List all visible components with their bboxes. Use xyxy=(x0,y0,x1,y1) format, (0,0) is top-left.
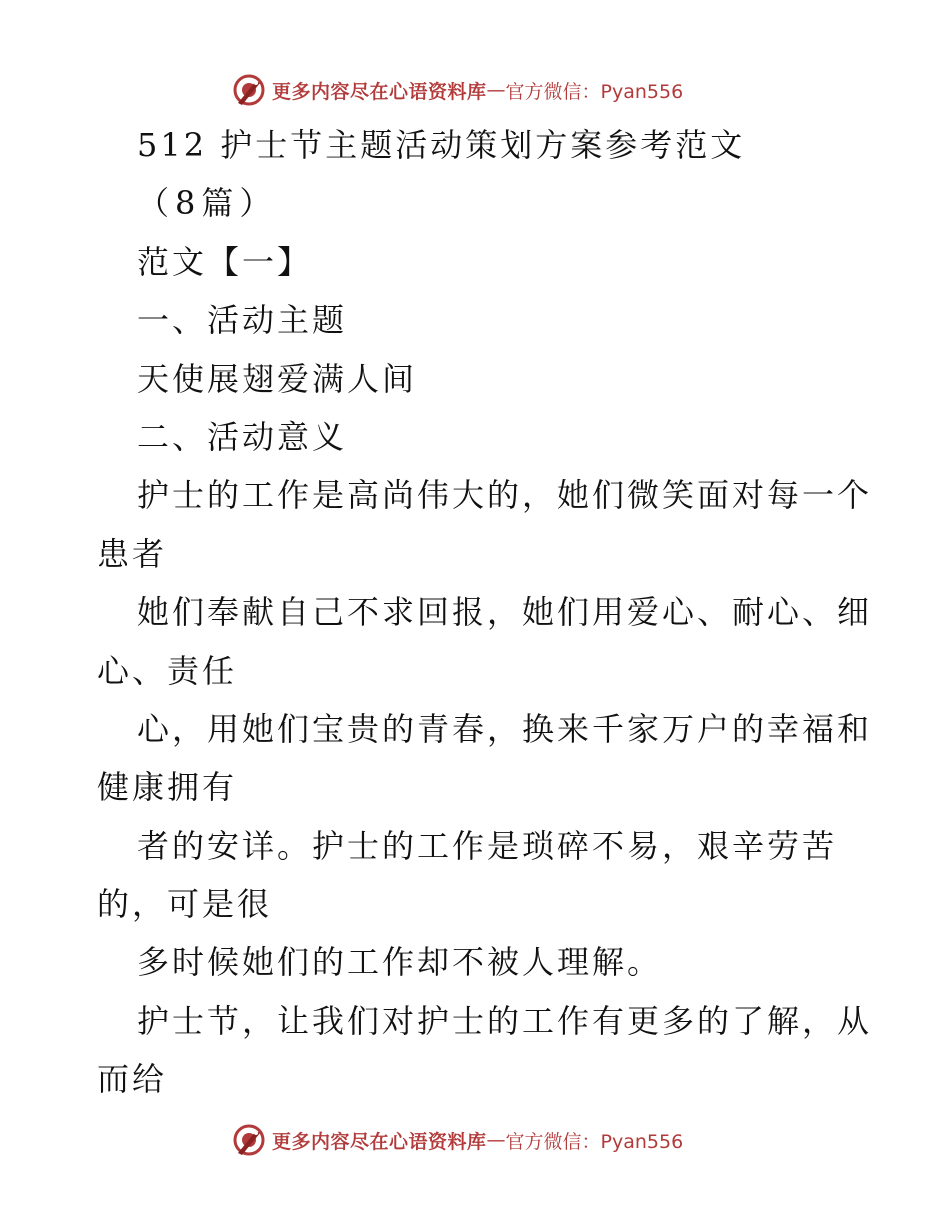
paragraph-line: 她们奉献自己不求回报，她们用爱心、耐心、细 xyxy=(137,593,873,632)
header-banner xyxy=(232,70,712,110)
document-title: 512 护士节主题活动策划方案参考范文 xyxy=(137,126,746,164)
banner-text: 更多内容尽在心语资料库 xyxy=(272,80,487,103)
paragraph-line: 天使展翅爱满人间 xyxy=(137,359,418,398)
paragraph-line: 护士节，让我们对护士的工作有更多的了解，从 xyxy=(137,1001,873,1040)
banner-dash: — xyxy=(486,79,506,101)
document-body xyxy=(97,116,873,1109)
paragraph-line: 的，可是很 xyxy=(97,885,273,924)
banner-dash: — xyxy=(486,1129,506,1151)
paragraph-line: 心，用她们宝贵的青春，换来千家万户的幸福和 xyxy=(137,709,873,748)
paragraph-line: 多时候她们的工作却不被人理解。 xyxy=(137,943,663,982)
pen-logo-icon xyxy=(232,73,266,107)
paragraph-line: 健康拥有 xyxy=(97,768,238,807)
pen-logo-icon xyxy=(232,1123,266,1157)
paragraph-line: 而给 xyxy=(97,1060,168,1099)
banner-contact: 官方微信：Pyan556 xyxy=(505,80,684,103)
paragraph-line: 护士的工作是高尚伟大的，她们微笑面对每一个 xyxy=(137,476,873,515)
subheading-meaning: 二、活动意义 xyxy=(137,417,348,456)
banner-text: 更多内容尽在心语资料库 xyxy=(272,1130,487,1153)
document-title-count: （8篇） xyxy=(137,184,278,223)
footer-banner xyxy=(232,1120,712,1160)
section-heading: 范文【一】 xyxy=(137,242,313,281)
paragraph-line: 心、责任 xyxy=(97,651,238,690)
subheading-theme: 一、活动主题 xyxy=(137,301,348,340)
banner-contact: 官方微信：Pyan556 xyxy=(505,1130,684,1153)
paragraph-line: 者的安详。护士的工作是琐碎不易，艰辛劳苦 xyxy=(137,826,838,865)
paragraph-line: 患者 xyxy=(97,534,168,573)
